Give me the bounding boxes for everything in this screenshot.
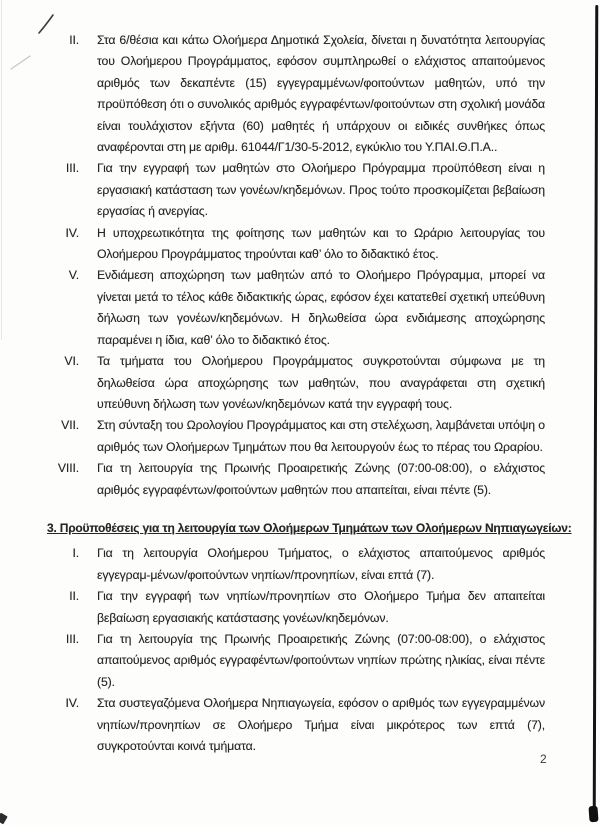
list-item-text: Στα συστεγαζόμενα Ολοήμερα Νηπιαγωγεία, εφόσον ο αριθμός των εγγεγραμμένων νηπίων/προνηπίων σε Ολοήμερο Τμήμα είναι μικρότερος των επτά (7), συγκροτούνται κοινά τμήματα. xyxy=(97,696,545,753)
smudge-artifact xyxy=(9,53,33,71)
list-item-marker: II. xyxy=(69,589,79,604)
list-item xyxy=(47,158,545,222)
list-item-marker: IV. xyxy=(65,696,79,711)
list-item-text: Για τη λειτουργία της Πρωινής Προαιρετικής Ζώνης (07:00-08:00), ο ελάχιστος αριθμός εγγραφέντων/φοιτούντων μαθητών που απαιτείται, είναι πέντε (5). xyxy=(97,461,545,497)
page-number: 2 xyxy=(540,752,547,766)
list-item-text: Η υποχρεωτικότητα της φοίτησης των μαθητών και το Ωράριο λειτουργίας του Ολοήμερου Προγράμματος τηρούνται καθ’ όλο το διδακτικό έτος. xyxy=(97,225,545,262)
list-item-text: Στα 6/θέσια και κάτω Ολοήμερα Δημοτικά Σχολεία, δίνεται η δυνατότητα λειτουργίας του Ολοήμερου Προγράμματος, εφόσον συμπληρωθεί ο ελάχιστος απαιτούμενος αριθμός των δεκαπέντε (15) εγγεγραμμένων/φοιτούντων μαθητών, υπό την προϋπόθεση ότι ο συνολικός αριθμός εγγραφέντων/φοιτούντων στη σχολική μονάδα είναι τουλάχιστον εξήντα (60) μαθητές ή υπάρχουν οι ειδικές συνθήκες όπως αναφέρονται στη με αριθμ. 61044/Γ1/30-5-2012, εγκύκλιο του Υ.ΠΑΙ.Θ.Π.Α.. xyxy=(97,33,545,155)
list-item-marker: V. xyxy=(68,268,79,283)
list-item xyxy=(47,543,545,586)
list-item xyxy=(47,693,545,757)
list-item-marker: VII. xyxy=(61,418,79,433)
section-3-heading: 3. Προϋποθέσεις για τη λειτουργία των Ολοήμερων Τμημάτων των Ολοήμερων Νηπιαγωγείων: xyxy=(47,520,572,535)
list-item xyxy=(47,629,545,693)
document-content xyxy=(47,30,572,757)
list-item-marker: IV. xyxy=(65,225,79,240)
list-item-marker: III. xyxy=(65,631,79,646)
list-item xyxy=(47,415,545,458)
list-item-marker: VI. xyxy=(64,354,79,369)
list-item xyxy=(47,30,545,158)
list-item-text: Στη σύνταξη του Ωρολογίου Προγράμματος και στη στελέχωση, λαμβάνεται υπόψη ο αριθμός των Ολοήμερων Τμημάτων που θα λειτουργούν έως το πέρας του Ωραρίου. xyxy=(97,418,545,454)
list-item-text: Για την εγγραφή των μαθητών στο Ολοήμερο Πρόγραμμα προϋπόθεση είναι η εργασιακή κατάσταση των γονέων/κηδεμόνων. Προς τούτο προσκομίζεται βεβαίωση εργασίας ή ανεργίας. xyxy=(97,161,545,219)
list-item-text: Για την εγγραφή των νηπίων/προνηπίων στο Ολοήμερο Τμήμα δεν απαιτείται βεβαίωση εργασιακής κατάστασης γονέων/κηδεμόνων. xyxy=(97,589,545,625)
list-item-marker: I. xyxy=(72,546,79,561)
list-item xyxy=(47,351,545,415)
list-item-marker: II. xyxy=(69,33,79,47)
list-item-marker: III. xyxy=(65,161,79,176)
list-item-text: Τα τμήματα του Ολοήμερου Προγράμματος συγκροτούνται σύμφωνα με τη δηλωθείσα ώρα αποχώρησης των μαθητών, που αναγράφεται στη σχετική υπεύθυνη δήλωση των γονέων/κηδεμόνων κατά την εγγραφή τους. xyxy=(97,354,545,411)
list-item xyxy=(47,586,545,629)
list-item-text: Για τη λειτουργία Ολοήμερου Τμήματος, ο ελάχιστος απαιτούμενος αριθμός εγγεγραμ-μένων/φοιτούντων νηπίων/προνηπίων, είναι επτά (7). xyxy=(97,546,545,582)
list-item-text: Για τη λειτουργία της Πρωινής Προαιρετικής Ζώνης (07:00-08:00), ο ελάχιστος απαιτούμενος αριθμός εγγραφέντων/φοιτούντων νηπίων πρώτης ηλικίας, είναι πέντε (5). xyxy=(97,631,545,689)
right-edge-scan-line xyxy=(593,5,599,817)
left-edge-scan-shadow xyxy=(1,0,2,340)
list-item xyxy=(47,458,545,501)
roman-numbered-list-primary xyxy=(47,30,545,501)
list-item xyxy=(47,223,545,266)
bottom-right-scan-blob xyxy=(588,806,598,823)
list-item xyxy=(47,265,545,351)
list-item-text: Ενδιάμεση αποχώρηση των μαθητών από το Ολοήμερο Πρόγραμμα, μπορεί να γίνεται μετά το τέλος κάθε διδακτικής ώρας, εφόσον έχει κατατεθεί σχετική υπεύθυνη δήλωση των γονέων/κηδεμόνων. Η δηλωθείσα ώρα ενδιάμεσης αποχώρησης παραμένει η ίδια, καθ’ όλο το διδακτικό έτος. xyxy=(97,268,545,347)
roman-numbered-list-section3 xyxy=(47,543,545,757)
bottom-left-scan-mark xyxy=(0,813,8,825)
list-item-marker: VIII. xyxy=(57,461,79,476)
